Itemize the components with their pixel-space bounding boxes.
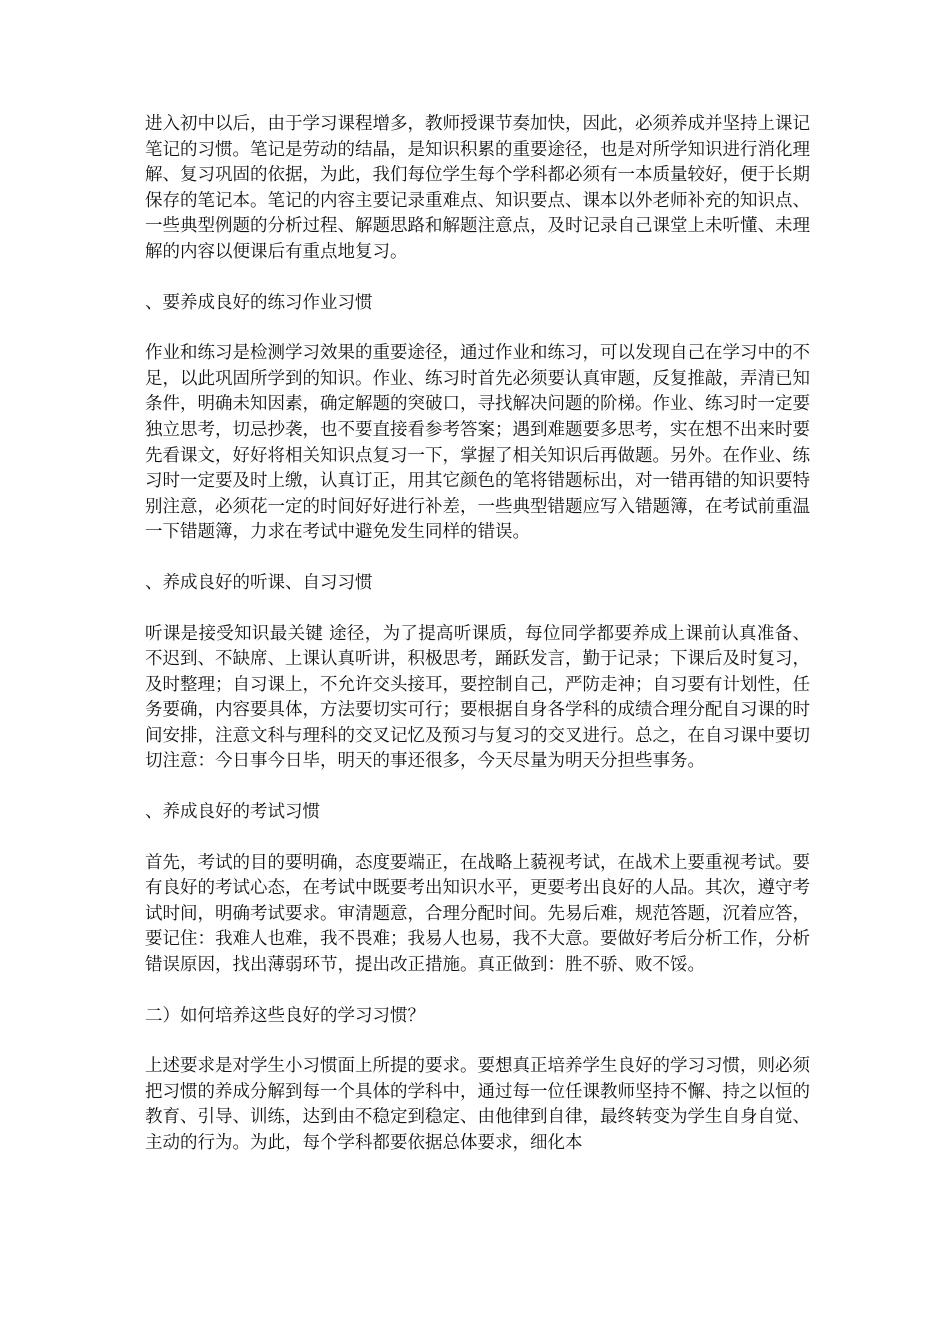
paragraph-exam: 首先，考试的目的要明确，态度要端正，在战略上藐视考试，在战术上要重视考试。要有良好的考试心态，在考试中既要考出知识水平，更要考出良好的人品。其次，遵守考试时间，明确考试要求。审清题意，合理分配时间。先易后难，规范答题，沉着应答，要记住：我难人也难，我不畏难；我易人也易，我不大意。要做好考后分析工作，分析错误原因，找出薄弱环节，提出改正措施。真正做到：胜不骄、败不馁。 (145, 852, 810, 976)
heading-how-to-cultivate: 二）如何培养这些良好的学习习惯？ (145, 1005, 425, 1026)
paragraph-cultivation: 上述要求是对学生小习惯面上所提的要求。要想真正培养学生良好的学习习惯，则必须把习惯的养成分解到每一个具体的学科中，通过每一位任课教师坚持不懈、持之以恒的教育、引导、训练，达到由不稳定到稳定、由他律到自律，最终转变为学生自身自觉、主动的行为。为此，每个学科都要依据总体要求，细化本 (145, 1056, 810, 1153)
paragraph-homework: 作业和练习是检测学习效果的重要途径，通过作业和练习，可以发现自己在学习中的不足，以此巩固所学到的知识。作业、练习时首先必须要认真审题，反复推敲，弄清已知条件，明确未知因素，确定解题的突破口，寻找解决问题的阶梯。作业、练习时一定要独立思考，切忌抄袭，也不要直接看参考答案；遇到难题要多思考，实在想不出来时要先看课文，好好将相关知识点复习一下，掌握了相关知识后再做题。另外。在作业、练习时一定要及时上缴，认真订正，用其它颜色的笔将错题标出，对一错再错的知识要特别注意，必须花一定的时间好好进行补差，一些典型错题应写入错题簿，在考试前重温一下错题簿，力求在考试中避免发生同样的错误。 (145, 343, 810, 543)
document-body (145, 112, 810, 1182)
heading-listening-self-study: 、养成良好的听课、自习习惯 (145, 572, 373, 593)
heading-exam-habits: 、养成良好的考试习惯 (145, 802, 320, 823)
paragraph-note-taking: 进入初中以后，由于学习课程增多，教师授课节奏加快，因此，必须养成并坚持上课记笔记的习惯。笔记是劳动的结晶，是知识积累的重要途径，也是对所学知识进行消化理解、复习巩固的依据，为此，我们每位学生每个学科都必须有一本质量较好，便于长期保存的笔记本。笔记的内容主要记录重难点、知识要点、课本以外老师补充的知识点、一些典型例题的分析过程、解题思路和解题注意点，及时记录自己课堂上未听懂、未理解的内容以便课后有重点地复习。 (145, 114, 810, 262)
heading-homework-habits: 、要养成良好的练习作业习惯 (145, 292, 373, 313)
paragraph-listening-self-study: 听课是接受知识最关键 途径，为了提高听课质，每位同学都要养成上课前认真准备、不迟到、不缺席、上课认真听讲，积极思考，踊跃发言，勤于记录；下课后及时复习，及时整理；自习课上，不允许交头接耳，要控制自己，严防走神；自习要有计划性，任务要确，内容要具体，方法要切实可行；要根据自身各学科的成绩合理分配自习课的时间安排，注意文科与理科的交叉记忆及预习与复习的交叉进行。总之，在自习课中要切切注意：今日事今日毕，明天的事还很多，今天尽量为明天分担些事务。 (145, 623, 810, 772)
